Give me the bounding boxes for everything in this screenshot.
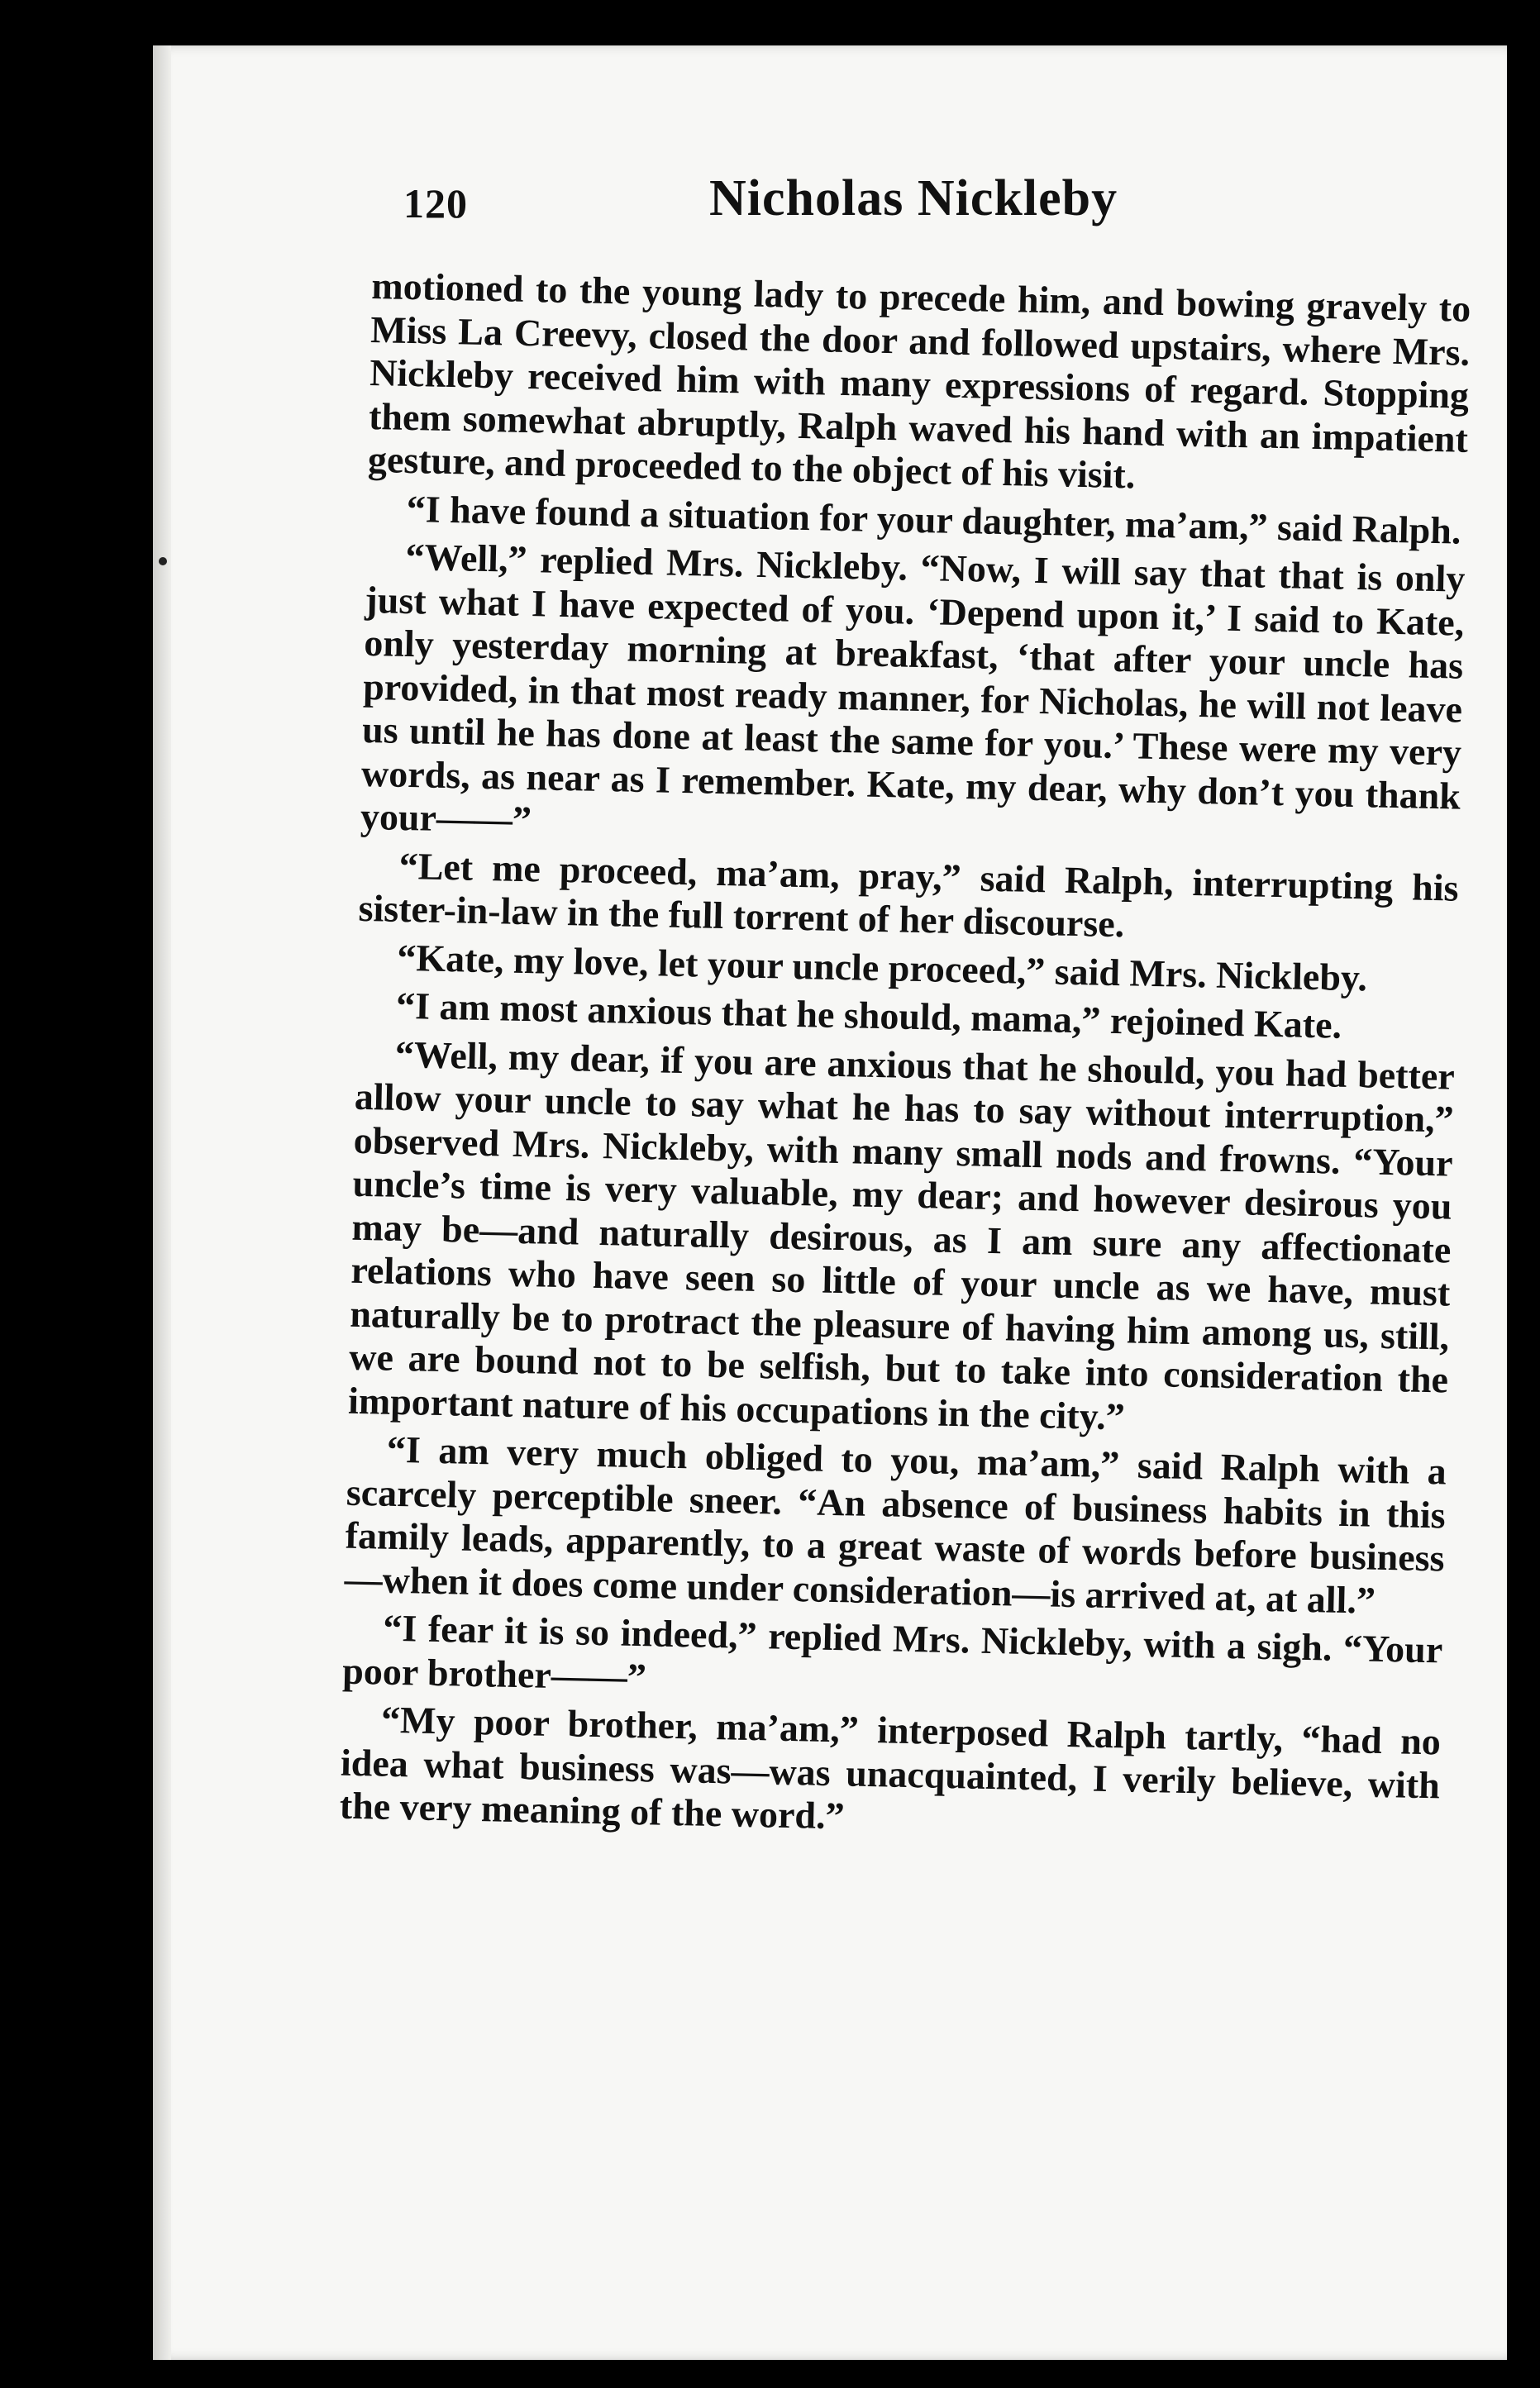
page-header [403,169,1461,252]
page-binding-edge [153,45,171,2360]
margin-mark [159,557,167,565]
paragraph: “I am most anxious that he should, mama,” rejoined Kate. [395,984,1342,1046]
paragraph: “My poor brother, ma’am,” interposed Ralph tartly, “had no idea what business was—was unacquainted, I verily believe, with the very meaning of the word.” [339,1698,1442,1837]
paragraph: “I have found a situation for your daughter, ma’am,” said Ralph. [406,487,1461,552]
paragraph: “Kate, my love, let your uncle proceed,” said Mrs. Nickleby. [396,936,1368,999]
page-body-text [339,265,1471,1856]
paragraph: “I fear it is so indeed,” replied Mrs. Nickleby, with a sigh. “Your poor brother——” [341,1606,1443,1698]
paragraph: “Let me proceed, ma’am, pray,” said Ralph, interrupting his sister-in-law in the full torrent of her discourse. [358,844,1460,946]
paragraph: “Well, my dear, if you are anxious that he should, you had better allow your uncle to say what he has to say without interruption,” observed Mrs. Nickleby, with many small nods and frowns. “Your uncle’s time is very valuable, my dear; and however desirous you may be—and naturally desirous, as I am sure any affectionate relations who have seen so little of your uncle as we have, must naturally be to protract the pleasure of having him among us, still, we are bound not to be selfish, but to take into consideration the important nature of his occupations in the city.” [347,1032,1456,1437]
paragraph: “Well,” replied Mrs. Nickleby. “Now, I will say that that is only just what I have expected of you. ‘Depend upon it,’ I said to Kate, only yesterday morning at breakfast, ‘that after your uncle has provided, in that most ready manner, for Nicholas, he will not leave us until he has done at least the same for you.’ These were my very words, as near as I remember. Kate, my dear, why don’t you thank your——” [360,535,1466,841]
running-head-title: Nicholas Nickleby [709,170,1118,226]
paragraph: motioned to the young lady to precede him, and bowing gravely to Miss La Creevy, closed the door and followed upstairs, where Mrs. Nickleby received him with many expressions of regard. Stopping them somewhat abruptly, Ralph waved his hand with an impatient gesture, and proceeded to the object of his visit. [367,265,1471,497]
page-number: 120 [403,180,468,226]
paragraph: “I am very much obliged to you, ma’am,” said Ralph with a scarcely perceptible sneer. “An absence of business habits in this family leads, apparently, to a great waste of words before business—when it does come under consideration—is arrived at, at all.” [344,1428,1447,1622]
